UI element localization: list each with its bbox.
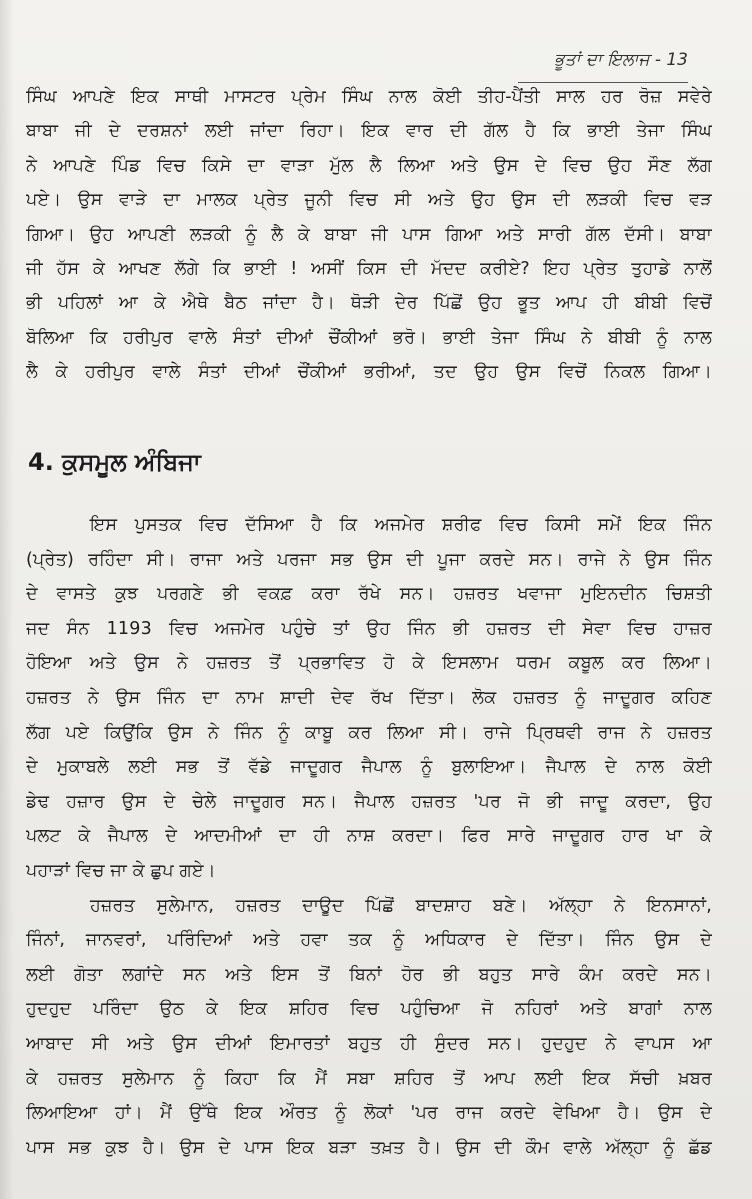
section-body — [26, 508, 712, 1165]
text-line: ਜੀ ਹੱਸ ਕੇ ਆਖਣ ਲੱਗੇ ਕਿ ਭਾਈ ! ਅਸੀਂ ਕਿਸ ਦੀ ਮੱਦਦ ਕਰੀਏ? ਇਹ ਪ੍ਰੇਤ ਤੁਹਾਡੇ ਨਾਲੋਂ — [26, 258, 712, 279]
text-line: ਨੇ ਆਪਣੇ ਪਿੰਡ ਵਿਚ ਕਿਸੇ ਦਾ ਵਾੜਾ ਮੁੱਲ ਲੈ ਲਿਆ ਅਤੇ ਉਸ ਦੇ ਵਿਚ ਉਹ ਸੌਣ ਲੱਗ — [26, 155, 712, 176]
text-line: ਬਾਬਾ ਜੀ ਦੇ ਦਰਸ਼ਨਾਂ ਲਈ ਜਾਂਦਾ ਰਿਹਾ। ਇਕ ਵਾਰ ਦੀ ਗੱਲ ਹੈ ਕਿ ਭਾਈ ਤੇਜਾ ਸਿੰਘ — [26, 121, 712, 142]
page-gutter-shadow — [0, 0, 14, 1199]
text-line: ਦੇ ਮੁਕਾਬਲੇ ਲਈ ਸਭ ਤੋਂ ਵੱਡੇ ਜਾਦੂਗਰ ਜੈਪਾਲ ਨੂੰ ਬੁਲਾਇਆ। ਜੈਪਾਲ ਦੇ ਨਾਲ ਕੋਈ — [26, 757, 712, 778]
text-line: ਕੇ ਹਜ਼ਰਤ ਸੁਲੇਮਾਨ ਨੂੰ ਕਿਹਾ ਕਿ ਮੈਂ ਸਬਾ ਸ਼ਹਿਰ ਤੋਂ ਆਪ ਲਈ ਇਕ ਸੱਚੀ ਖ਼ਬਰ — [26, 1068, 712, 1089]
running-head: ਭੂਤਾਂ ਦਾ ਇਲਾਜ - 13 — [554, 50, 688, 70]
text-line: ਬੋਲਿਆ ਕਿ ਹਰੀਪੁਰ ਵਾਲੇ ਸੰਤਾਂ ਦੀਆਂ ਚੌਂਕੀਆਂ ਭਰੋ। ਭਾਈ ਤੇਜਾ ਸਿੰਘ ਨੇ ਬੀਬੀ ਨੂੰ ਨਾਲ — [26, 327, 712, 348]
text-line: ਹੋਇਆ ਅਤੇ ਉਸ ਨੇ ਹਜ਼ਰਤ ਤੋਂ ਪ੍ਰਭਾਵਿਤ ਹੋ ਕੇ ਇਸਲਾਮ ਧਰਮ ਕਬੂਲ ਕਰ ਲਿਆ। — [26, 653, 712, 674]
text-line: ਹਜ਼ਰਤ ਨੇ ਉਸ ਜਿੰਨ ਦਾ ਨਾਮ ਸ਼ਾਦੀ ਦੇਵ ਰੱਖ ਦਿੱਤਾ। ਲੋਕ ਹਜ਼ਰਤ ਨੂੰ ਜਾਦੂਗਰ ਕਹਿਣ — [26, 687, 712, 708]
text-line: ਹਜ਼ਰਤ ਸੁਲੇਮਾਨ, ਹਜ਼ਰਤ ਦਾਊਦ ਪਿੱਛੋਂ ਬਾਦਸ਼ਾਹ ਬਣੇ। ਅੱਲ੍ਹਾ ਨੇ ਇਨਸਾਨਾਂ, — [90, 895, 712, 916]
text-line: ਪਾਸ ਸਭ ਕੁਝ ਹੈ। ਉਸ ਦੇ ਪਾਸ ਇਕ ਬੜਾ ਤਖ਼ਤ ਹੈ। ਉਸ ਦੀ ਕੌਮ ਵਾਲੇ ਅੱਲ੍ਹਾ ਨੂੰ ਛੱਡ — [26, 1137, 712, 1158]
text-line: ਪਏ। ਉਸ ਵਾੜੇ ਦਾ ਮਾਲਕ ਪ੍ਰੇਤ ਜੂਨੀ ਵਿਚ ਸੀ ਅਤੇ ਉਹ ਉਸ ਦੀ ਲੜਕੀ ਵਿਚ ਵੜ — [26, 190, 712, 211]
text-line: ਹੁਦਹੁਦ ਪਰਿੰਦਾ ਉਠ ਕੇ ਇਕ ਸ਼ਹਿਰ ਵਿਚ ਪਹੁੰਚਿਆ ਜੋ ਨਹਿਰਾਂ ਅਤੇ ਬਾਗਾਂ ਨਾਲ — [26, 999, 712, 1020]
text-line: ਲਿਆਇਆ ਹਾਂ। ਮੈਂ ਉੱਥੇ ਇਕ ਔਰਤ ਨੂੰ ਲੋਕਾਂ 'ਪਰ ਰਾਜ ਕਰਦੇ ਵੇਖਿਆ ਹੈ। ਉਸ ਦੇ — [26, 1103, 712, 1124]
text-line: ਲੱਗ ਪਏ ਕਿਉਂਕਿ ਉਸ ਨੇ ਜਿੰਨ ਨੂੰ ਕਾਬੂ ਕਰ ਲਿਆ ਸੀ। ਰਾਜੇ ਪ੍ਰਿਥਵੀ ਰਾਜ ਨੇ ਹਜ਼ਰਤ — [26, 722, 712, 743]
paragraph-continued — [26, 80, 712, 390]
text-line: ਦੇ ਵਾਸਤੇ ਕੁਝ ਪਰਗਣੇ ਭੀ ਵਕਫ਼ ਕਰਾ ਰੱਖੇ ਸਨ। ਹਜ਼ਰਤ ਖਵਾਜਾ ਮੁਇਨਦੀਨ ਚਿਸ਼ਤੀ — [26, 584, 712, 605]
text-line: ਗਿਆ। ਉਹ ਆਪਣੀ ਲੜਕੀ ਨੂੰ ਲੈ ਕੇ ਬਾਬਾ ਜੀ ਪਾਸ ਗਿਆ ਅਤੇ ਸਾਰੀ ਗੱਲ ਦੱਸੀ। ਬਾਬਾ — [26, 224, 712, 245]
text-line: ਸਿੰਘ ਆਪਣੇ ਇਕ ਸਾਥੀ ਮਾਸਟਰ ਪ੍ਰੇਮ ਸਿੰਘ ਨਾਲ ਕੋਈ ਤੀਹ-ਪੈਂਤੀ ਸਾਲ ਹਰ ਰੋਜ਼ ਸਵੇਰੇ — [26, 87, 712, 107]
text-line: ਜਦ ਸੰਨ 1193 ਵਿਚ ਅਜਮੇਰ ਪਹੁੰਚੇ ਤਾਂ ਉਹ ਜਿੰਨ ਭੀ ਹਜ਼ਰਤ ਦੀ ਸੇਵਾ ਵਿਚ ਹਾਜ਼ਰ — [26, 618, 712, 639]
text-line: ਲਈ ਗੋਤਾ ਲਗਾਂਦੇ ਸਨ ਅਤੇ ਇਸ ਤੋਂ ਬਿਨਾਂ ਹੋਰ ਭੀ ਬਹੁਤ ਸਾਰੇ ਕੰਮ ਕਰਦੇ ਸਨ। — [26, 964, 712, 985]
text-line: ਜਿੰਨਾਂ, ਜਾਨਵਰਾਂ, ਪਰਿੰਦਿਆਂ ਅਤੇ ਹਵਾ ਤਕ ਨੂੰ ਅਧਿਕਾਰ ਦੇ ਦਿੱਤਾ। ਜਿੰਨ ਉਸ ਦੇ — [26, 930, 712, 951]
text-line: ਆਬਾਦ ਸੀ ਅਤੇ ਉਸ ਦੀਆਂ ਇਮਾਰਤਾਂ ਬਹੁਤ ਹੀ ਸੁੰਦਰ ਸਨ। ਹੁਦਹੁਦ ਨੇ ਵਾਪਸ ਆ — [26, 1033, 712, 1054]
text-line: ਭੀ ਪਹਿਲਾਂ ਆ ਕੇ ਐਥੇ ਬੈਠ ਜਾਂਦਾ ਹੈ। ਥੋੜੀ ਦੇਰ ਪਿੱਛੋਂ ਉਹ ਭੂਤ ਆਪ ਹੀ ਬੀਬੀ ਵਿਚੋਂ — [26, 293, 712, 314]
text-line: ਪਲਟ ਕੇ ਜੈਪਾਲ ਦੇ ਆਦਮੀਆਂ ਦਾ ਹੀ ਨਾਸ਼ ਕਰਦਾ। ਫਿਰ ਸਾਰੇ ਜਾਦੂਗਰ ਹਾਰ ਖਾ ਕੇ — [26, 826, 712, 847]
text-line: ਡੇਢ ਹਜ਼ਾਰ ਉਸ ਦੇ ਚੇਲੇ ਜਾਦੂਗਰ ਸਨ। ਜੈਪਾਲ ਹਜ਼ਰਤ 'ਪਰ ਜੋ ਭੀ ਜਾਦੂ ਕਰਦਾ, ਉਹ — [26, 791, 712, 812]
section-heading: 4. ਕੁਸਮੂਲ ਅੰਬਿਜਾ — [28, 448, 201, 476]
text-line: ਇਸ ਪੁਸਤਕ ਵਿਚ ਦੱਸਿਆ ਹੈ ਕਿ ਅਜਮੇਰ ਸ਼ਰੀਫ ਵਿਚ ਕਿਸੀ ਸਮੇਂ ਇਕ ਜਿੰਨ — [90, 515, 712, 535]
text-line: (ਪ੍ਰੇਤ) ਰਹਿੰਦਾ ਸੀ। ਰਾਜਾ ਅਤੇ ਪਰਜਾ ਸਭ ਉਸ ਦੀ ਪੂਜਾ ਕਰਦੇ ਸਨ। ਰਾਜੇ ਨੇ ਉਸ ਜਿੰਨ — [26, 549, 712, 570]
text-line: ਪਹਾੜਾਂ ਵਿਚ ਜਾ ਕੇ ਛੁਪ ਗਏ। — [26, 860, 216, 881]
text-line: ਲੈ ਕੇ ਹਰੀਪੁਰ ਵਾਲੇ ਸੰਤਾਂ ਦੀਆਂ ਚੌਂਕੀਆਂ ਭਰੀਆਂ, ਤਦ ਉਹ ਉਸ ਵਿਚੋਂ ਨਿਕਲ ਗਿਆ। — [26, 362, 712, 383]
